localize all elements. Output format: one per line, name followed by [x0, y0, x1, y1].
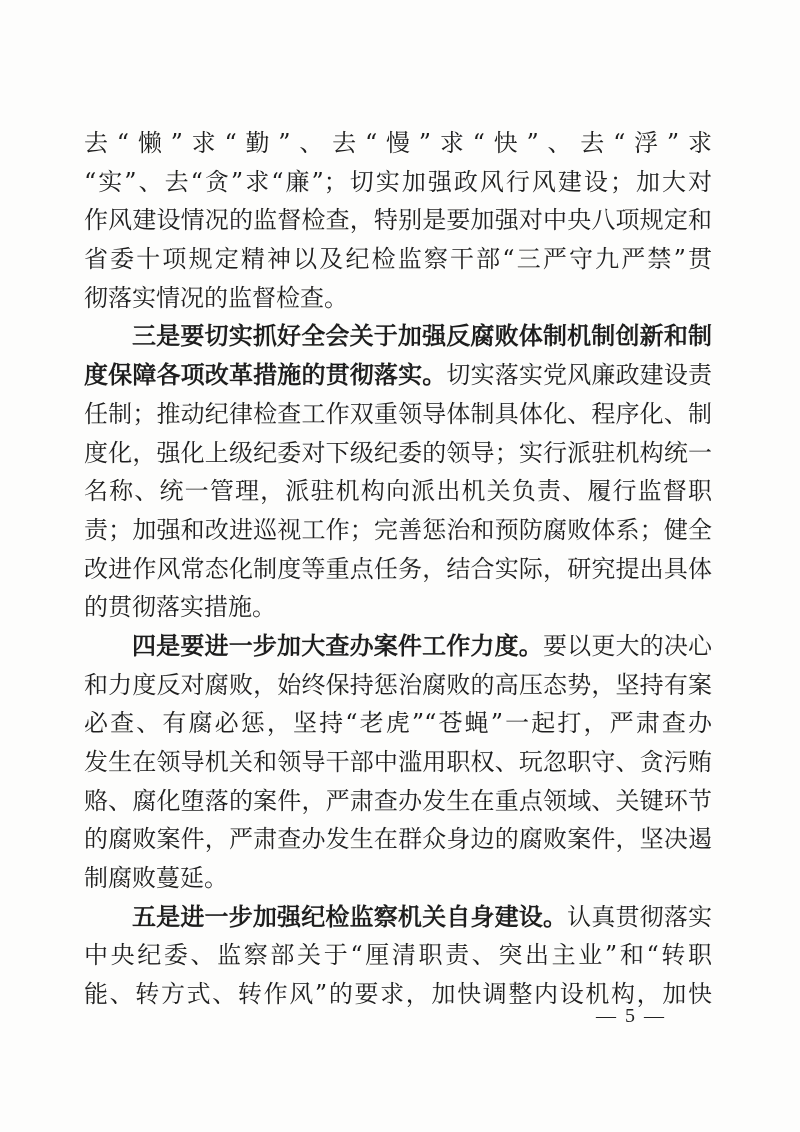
section-heading-line: [84, 317, 712, 356]
text-line: 中央纪委、监察部关于“厘清职责、突出主业”和“转职: [84, 941, 712, 970]
text-line: 省委十项规定精神以及纪检监察干部“三严守九严禁”贯: [84, 245, 712, 274]
body-text: [84, 124, 712, 1014]
text-line: 改进作风常态化制度等重点任务，结合实际，研究提出具体: [84, 554, 712, 583]
section-heading: 度保障各项改革措施的贯彻落实。: [84, 361, 447, 390]
text-line: 的贯彻落实措施。: [84, 593, 276, 622]
section-heading: 四是要进一步加大查办案件工作力度。: [132, 631, 543, 660]
page-number: — 5 —: [596, 1005, 666, 1027]
text-line: 名称、统一管理，派驻机构向派出机关负责、履行监督职: [84, 477, 712, 506]
text-line: 和力度反对腐败，始终保持惩治腐败的高压态势，坚持有案: [84, 670, 712, 699]
text-line: 去“懒”求“勤”、去“慢”求“快”、去“浮”求: [84, 129, 712, 157]
text-line: 发生在领导机关和领导干部中滥用职权、玩忽职守、贪污贿: [84, 748, 712, 776]
text-line: 必查、有腐必惩，坚持“老虎”“苍蝇”一起打，严肃查办: [84, 709, 712, 738]
section-heading: 三是要切实抓好全会关于加强反腐败体制机制创新和制: [132, 322, 712, 351]
text-line: 赂、腐化堕落的案件，严肃查办发生在重点领域、关键环节: [84, 786, 712, 815]
section-heading: 五是进一步加强纪检监察机关自身建设。: [132, 902, 568, 931]
text-line: 制腐败蔓延。: [84, 864, 228, 893]
text-line: 作风建设情况的监督检查，特别是要加强对中央八项规定和: [84, 206, 712, 235]
text-line: “实”、去“贪”求“廉”；切实加强政风行风建设；加大对: [84, 167, 712, 196]
text-line: 彻落实情况的监督检查。: [84, 283, 348, 312]
text-line: 度保障各项改革措施的贯彻落实。切实落实党风廉政建设责: [84, 361, 713, 390]
text-line: 五是进一步加强纪检监察机关自身建设。认真贯彻落实: [132, 902, 713, 931]
text-line: 责；加强和改进巡视工作；完善惩治和预防腐败体系；健全: [84, 515, 712, 544]
text-line: 度化，强化上级纪委对下级纪委的领导；实行派驻机构统一: [84, 438, 712, 467]
text-line: 能、转方式、转作风”的要求，加快调整内设机构，加快: [84, 980, 712, 1009]
text-line: 四是要进一步加大查办案件工作力度。要以更大的决心: [132, 631, 713, 660]
text-line: 任制；推动纪律检查工作双重领导体制具体化、程序化、制: [84, 399, 712, 428]
text-line: 的腐败案件，严肃查办发生在群众身边的腐败案件，坚决遏: [84, 825, 712, 854]
